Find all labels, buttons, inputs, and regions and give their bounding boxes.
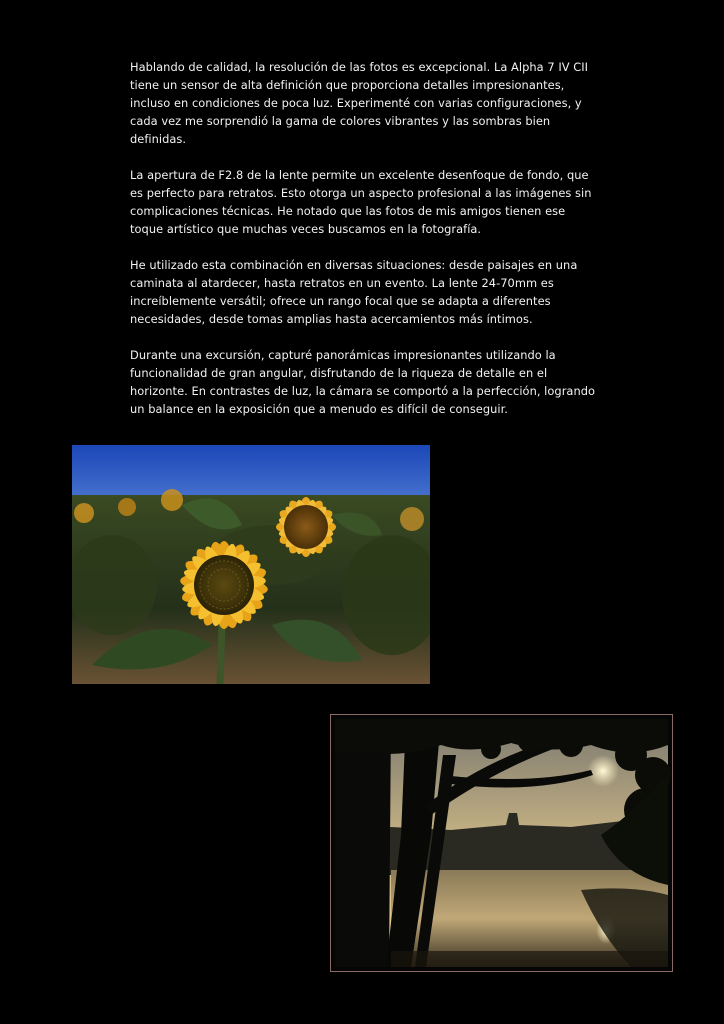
sunflower-image — [72, 445, 430, 684]
stem — [220, 625, 222, 684]
sun — [587, 755, 619, 787]
paragraph-3: He utilizado esta combinación en diversas situaciones: desde paisajes en una caminata al atardecer, hasta retratos en un evento. La lente 24-70mm es increíblemente versátil; ofrece un rango focal que se adapta a diferentes necesidades, desde tomas amplias hasta acercamientos más íntimos. — [130, 258, 578, 326]
lake-sunset-photo — [330, 714, 673, 972]
sunflower-photo — [72, 445, 430, 684]
paragraph-4: Durante una excursión, capturé panorámicas impresionantes utilizando la funcionalidad de gran angular, disfrutando de la riqueza de detalle en el horizonte. En contrastes de luz, la cámara se comportó a la perfección, logrando un balance en la exposición que a menudo es difícil de conseguir. — [130, 348, 596, 416]
paragraph-1: Hablando de calidad, la resolución de las fotos es excepcional. La Alpha 7 IV CII tiene un sensor de alta definición que proporciona detalles impresionantes, incluso en condiciones de poca luz. Experimenté con varias configuraciones, y cada vez me sorprendió la gama de colores vibrantes y las sombras bien definidas. — [130, 60, 589, 146]
tree-left — [335, 719, 391, 967]
lake-sunset-image — [331, 715, 672, 971]
paragraph-2: La apertura de F2.8 de la lente permite un excelente desenfoque de fondo, que es perfecto para retratos. Esto otorga un aspecto profesional a las imágenes sin complicaciones técnicas. He notado que las fotos de mis amigos tienen ese toque artístico que muchas veces buscamos en la fotografía. — [130, 168, 592, 236]
article-body — [130, 58, 598, 436]
